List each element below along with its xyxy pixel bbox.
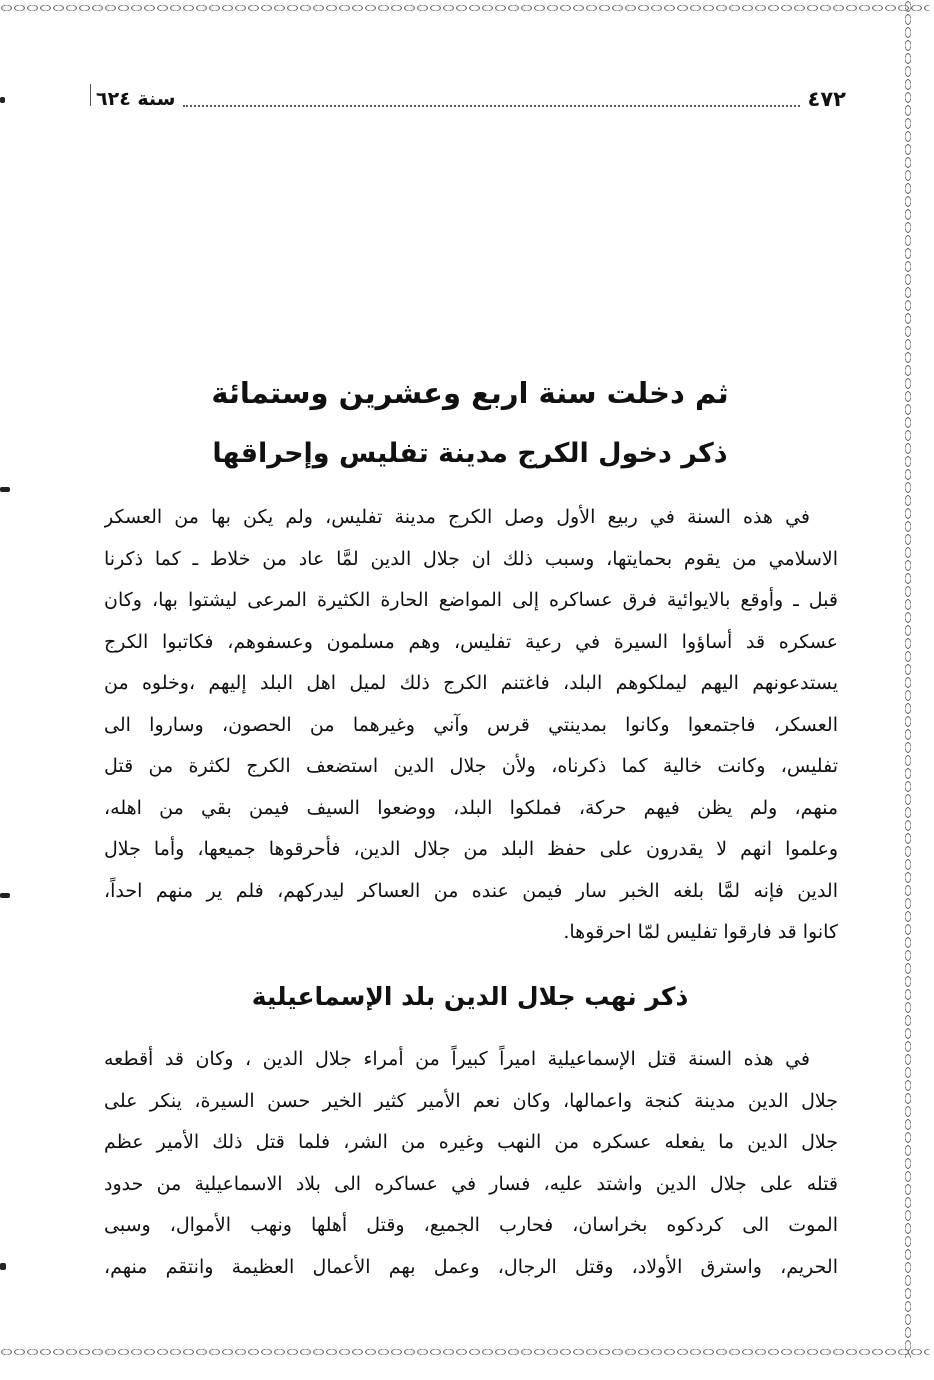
text-line: منهم، ولم يظن فيهم حركة، فملكوا البلد، ووضعوا السيف فيمن بقي من اهله،: [104, 796, 838, 819]
text-line: قتله على جلال الدين واشتد عليه، فسار في عساكره الى بلاد الاسماعيلية من حدود: [104, 1172, 838, 1195]
section-1-paragraph: [104, 497, 838, 954]
text-line: كانوا قد فارقوا تفليس لمّا احرقوها.: [563, 921, 838, 943]
header-dotted-rule: [183, 91, 799, 107]
text-line: الموت الى كردكوه بخراسان، فحارب الجميع، وقتل أهلها ونهب الأموال، وسبى: [104, 1214, 838, 1236]
left-edge-mark: [0, 97, 5, 103]
text-line: جلال الدين مدينة كنجة واعمالها، وكان نعم الأمير كثير الخير حسن السيرة، ينكر على: [104, 1089, 838, 1112]
text-line: قبل ـ وأوقع بالايوائية فرق عساكره إلى المواضع الحارة الكثيرة المرعى ليشتوا بها، وكان: [104, 589, 838, 611]
page-header: [96, 84, 846, 114]
page-number: ٤٧٢: [807, 87, 846, 111]
text-line: عسكره قد أساؤوا السيرة في رعية تفليس، وهم مسلمون وعسفوهم، فكاتبوا الكرج: [104, 630, 838, 653]
header-tick-mark: [90, 84, 91, 106]
top-ornamental-border: [0, 2, 930, 14]
text-line: الاسلامي من يقوم بحمايتها، وسبب ذلك ان جلال الدين لمَّا عاد من خلاط ـ كما ذكرنا: [104, 547, 838, 570]
text-line: وعلموا انهم لا يقدرون على حفظ البلد من جلال الدين، فأحرقوها جميعها، وأما جلال: [104, 838, 838, 860]
text-line: الدين فإنه لمَّا بلغه الخبر سار فيمن عنده من العساكر ليدركهم، فلم ير منهم احداً،: [104, 879, 838, 902]
section-heading: ذكر دخول الكرج مدينة تفليس وإحراقها: [212, 438, 728, 469]
running-head: سنة ٦٢٤: [96, 88, 176, 110]
left-edge-mark: [0, 893, 10, 898]
text-line: تفليس، وكانت خالية كما ذكرناه، ولأن جلال الدين استضعف الكرج لكثرة من قتل: [104, 755, 838, 777]
section-2-paragraph: [104, 1039, 838, 1288]
text-line: في هذه السنة في ربيع الأول وصل الكرج مدينة تفليس، ولم يكن بها من العسكر: [104, 506, 810, 528]
text-line: جلال الدين ما يفعله عسكره من النهب وغيره من الشر، فلما قتل ذلك الأمير عظم: [104, 1131, 838, 1153]
text-line: العسكر، فاجتمعوا وكانوا بمدينتي قرس وآني وغيرهما من الحصون، وساروا الى: [104, 713, 838, 736]
bottom-ornamental-border: [0, 1346, 930, 1358]
text-line: في هذه السنة قتل الإسماعيلية اميراً كبيراً من أمراء جلال الدين ، وكان قد أقطعه: [104, 1048, 810, 1070]
text-line: الحريم، واسترق الأولاد، وقتل الرجال، وعمل بهم الأعمال العظيمة وانتقم منهم،: [104, 1255, 838, 1278]
left-edge-mark: [0, 1263, 6, 1270]
right-ornamental-border: [902, 0, 914, 1358]
left-edge-mark: [0, 487, 10, 492]
chapter-title: ثم دخلت سنة اربع وعشرين وستمائة: [211, 376, 729, 410]
section-heading: ذكر نهب جلال الدين بلد الإسماعيلية: [251, 982, 689, 1011]
text-line: يستدعونهم اليهم ليملكوهم البلد، فاغتنم الكرج ذلك لميل اهل البلد إليهم ،وخلوه من: [104, 672, 838, 694]
